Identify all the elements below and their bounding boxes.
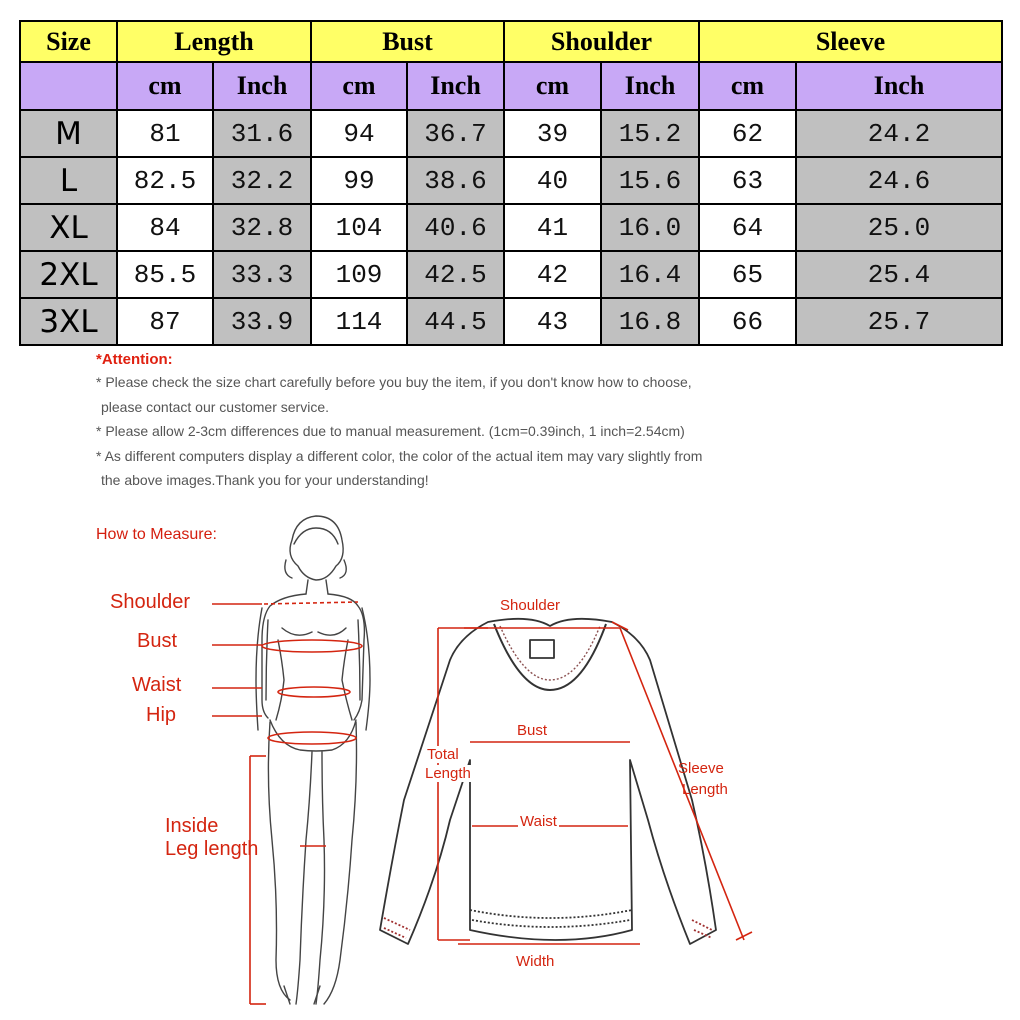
size-header: Size (20, 21, 117, 62)
value-cell: 85.5 (117, 251, 213, 298)
size-cell: L (20, 157, 117, 204)
unit-cell: cm (117, 62, 213, 110)
value-cell: 24.2 (796, 110, 1002, 157)
shoulder-label: Shoulder (110, 591, 191, 613)
value-cell: 99 (311, 157, 407, 204)
length-header: Length (117, 21, 311, 62)
value-cell: 64 (699, 204, 796, 251)
value-cell: 41 (504, 204, 601, 251)
unit-cell: cm (504, 62, 601, 110)
value-cell: 81 (117, 110, 213, 157)
inside-leg-label-2: Leg length (165, 838, 259, 860)
note-line: the above images.Thank you for your understanding! (101, 472, 429, 489)
value-cell: 31.6 (213, 110, 311, 157)
sleeve-length-label-1: Sleeve (678, 760, 724, 777)
value-cell: 44.5 (407, 298, 504, 345)
value-cell: 33.9 (213, 298, 311, 345)
garment-shoulder-label: Shoulder (500, 597, 561, 614)
value-cell: 42 (504, 251, 601, 298)
note-line: * Please check the size chart carefully before you buy the item, if you don't know how to choose, (96, 374, 692, 390)
value-cell: 38.6 (407, 157, 504, 204)
sleeve-length-label-2: Length (682, 781, 728, 798)
value-cell: 16.4 (601, 251, 699, 298)
value-cell: 87 (117, 298, 213, 345)
sleeve-header: Sleeve (699, 21, 1002, 62)
value-cell: 32.2 (213, 157, 311, 204)
value-cell: 84 (117, 204, 213, 251)
value-cell: 15.6 (601, 157, 699, 204)
size-cell: XL (20, 204, 117, 251)
garment-bust-label: Bust (517, 722, 548, 739)
note-line: * As different computers display a different color, the color of the actual item may vary slightly from (96, 447, 703, 464)
size-cell: M (20, 110, 117, 157)
value-cell: 33.3 (213, 251, 311, 298)
unit-cell: Inch (796, 62, 1002, 110)
value-cell: 24.6 (796, 157, 1002, 204)
body-measure-lines-icon (212, 602, 362, 1004)
bust-header: Bust (311, 21, 504, 62)
garment-width-label: Width (516, 953, 555, 970)
value-cell: 104 (311, 204, 407, 251)
value-cell: 40.6 (407, 204, 504, 251)
value-cell: 40 (504, 157, 601, 204)
value-cell: 109 (311, 251, 407, 298)
total-length-label-2: Length (425, 765, 471, 782)
value-cell: 25.7 (796, 298, 1002, 345)
value-cell: 32.8 (213, 204, 311, 251)
total-length-label-1: Total (427, 746, 459, 763)
value-cell: 36.7 (407, 110, 504, 157)
value-cell: 25.4 (796, 251, 1002, 298)
value-cell: 65 (699, 251, 796, 298)
size-cell: 2XL (20, 251, 117, 298)
value-cell: 42.5 (407, 251, 504, 298)
unit-cell: cm (311, 62, 407, 110)
value-cell: 94 (311, 110, 407, 157)
inside-leg-label-1: Inside (165, 815, 219, 837)
how-to-measure-title: How to Measure: (96, 526, 217, 543)
unit-cell: Inch (601, 62, 699, 110)
value-cell: 43 (504, 298, 601, 345)
value-cell: 15.2 (601, 110, 699, 157)
value-cell: 63 (699, 157, 796, 204)
value-cell: 16.0 (601, 204, 699, 251)
attention-title: *Attention: (96, 351, 173, 368)
value-cell: 62 (699, 110, 796, 157)
note-line: * Please allow 2-3cm differences due to manual measurement. (1cm=0.39inch, 1 inch=2.54cm) (96, 423, 685, 440)
value-cell: 82.5 (117, 157, 213, 204)
value-cell: 16.8 (601, 298, 699, 345)
unit-cell: Inch (407, 62, 504, 110)
hip-label: Hip (146, 704, 177, 726)
value-cell: 25.0 (796, 204, 1002, 251)
value-cell: 66 (699, 298, 796, 345)
size-cell: 3XL (20, 298, 117, 345)
unit-cell: Inch (213, 62, 311, 110)
bust-label: Bust (137, 630, 178, 652)
value-cell: 114 (311, 298, 407, 345)
unit-cell: cm (699, 62, 796, 110)
note-line: please contact our customer service. (101, 398, 329, 415)
waist-label: Waist (132, 674, 182, 696)
garment-waist-label: Waist (520, 813, 557, 830)
value-cell: 39 (504, 110, 601, 157)
shoulder-header: Shoulder (504, 21, 699, 62)
woman-figure-icon (256, 516, 370, 1004)
